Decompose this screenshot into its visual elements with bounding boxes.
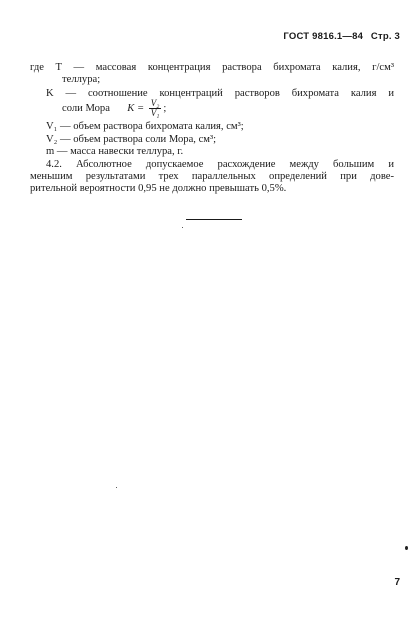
formula-denominator: V₁ [150, 108, 160, 118]
definition-k-prefix: соли Мора [62, 102, 110, 114]
formula-lhs: K = [127, 102, 145, 114]
scan-speck [182, 227, 183, 228]
definition-m: m — масса навески теллура, г. [46, 146, 184, 157]
page-number: 7 [394, 577, 400, 588]
definition-v1: V₁ — объем раствора бихромата калия, см³; [46, 121, 244, 132]
standard-number: ГОСТ 9816.1—84 [283, 31, 364, 42]
page-header [283, 31, 400, 42]
section-divider [186, 219, 242, 220]
scan-speck [405, 546, 408, 550]
definition-t-line-1: где T — массовая концентрация раствора бихромата калия, г/см³ [30, 62, 394, 73]
clause-line-1: 4.2. Абсолютное допускаемое расхождение между большим и [46, 159, 394, 170]
scan-speck [116, 487, 117, 488]
definition-k-line-1: K — соотношение концентраций растворов бихромата калия и [46, 88, 394, 99]
clause-line-2: меньшим результатами трех параллельных определений при дове- [30, 171, 394, 182]
definition-v2: V₂ — объем раствора соли Мора, см³; [46, 134, 217, 145]
formula-fraction [149, 99, 162, 118]
formula-numerator: V₂ [150, 98, 160, 108]
formula-tail: ; [163, 102, 167, 114]
definition-k-formula-line [62, 99, 166, 118]
definition-t-line-2: теллура; [62, 74, 101, 85]
page-label: Стр. 3 [370, 31, 400, 42]
clause-line-3: рительной вероятности 0,95 не должно превышать 0,5%. [30, 183, 287, 194]
